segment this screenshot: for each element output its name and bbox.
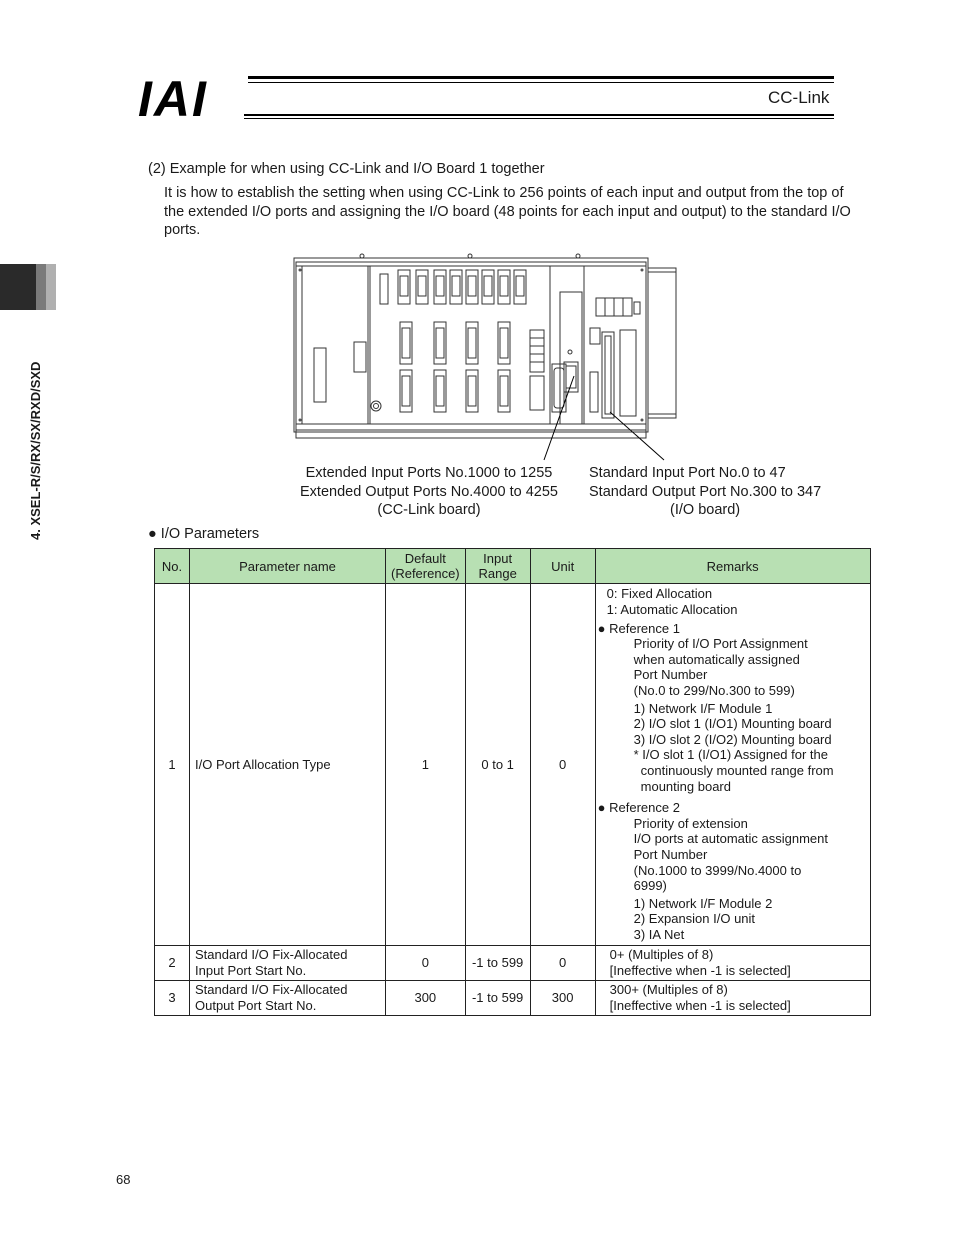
cell-line: Standard I/O Fix-Allocated [195, 982, 348, 998]
remarks-line: [Ineffective when -1 is selected] [609, 998, 791, 1013]
remarks-bullet: ● Reference 2 [597, 800, 680, 816]
cell-default: 1 [386, 584, 466, 946]
cell-remarks [595, 584, 870, 946]
remarks-line: Port Number [633, 667, 708, 683]
chapter-tab-marker [46, 264, 56, 310]
io-board-caption [589, 464, 821, 520]
remarks-line: (No.1000 to 3999/No.4000 to [633, 862, 802, 878]
remarks-line: 300+ (Multiples of 8) [609, 982, 728, 998]
cell-remarks [595, 981, 870, 1016]
header-line: Range [478, 566, 517, 581]
remarks-line: (No.0 to 299/No.300 to 599) [633, 683, 795, 699]
header-line: Default [404, 551, 446, 566]
remarks-line: Port Number [633, 846, 708, 862]
column-header-unit: Unit [530, 549, 595, 584]
cell-unit: 300 [530, 981, 595, 1016]
cell-input-range: -1 to 599 [465, 981, 530, 1016]
cell-line: Standard I/O Fix-Allocated [195, 947, 348, 963]
column-header-input-range [465, 549, 530, 584]
cell-no: 1 [155, 584, 190, 946]
remarks-line: * I/O slot 1 (I/O1) Assigned for the [633, 747, 829, 763]
column-header-parameter-name: Parameter name [190, 549, 386, 584]
remarks-line: 1: Automatic Allocation [606, 602, 738, 618]
table-header-row [155, 549, 871, 584]
column-header-no: No. [155, 549, 190, 584]
cell-remarks [595, 946, 870, 981]
column-header-remarks: Remarks [595, 549, 870, 584]
caption-line: Extended Output Ports No.4000 to 4255 [300, 483, 558, 500]
cell-default: 300 [386, 981, 466, 1016]
remarks-line: 1) Network I/F Module 1 [633, 700, 773, 716]
remarks-bullet: ● Reference 1 [597, 620, 680, 636]
cell-input-range: -1 to 599 [465, 946, 530, 981]
cell-line: Input Port Start No. [195, 963, 307, 978]
cell-no: 3 [155, 981, 190, 1016]
caption-line: (I/O board) [670, 502, 741, 518]
table-row [155, 584, 871, 946]
cell-unit: 0 [530, 584, 595, 946]
cell-input-range: 0 to 1 [465, 584, 530, 946]
remarks-line: I/O ports at automatic assignment [633, 831, 829, 847]
remarks-line: 0: Fixed Allocation [606, 586, 713, 602]
cell-unit: 0 [530, 946, 595, 981]
io-parameters-title: ● I/O Parameters [148, 526, 260, 542]
chapter-tab-marker [0, 264, 36, 310]
io-parameters-table [154, 548, 871, 1016]
cc-link-board-caption [300, 464, 558, 520]
cell-no: 2 [155, 946, 190, 981]
header-rule [248, 82, 834, 83]
controller-diagram [290, 252, 710, 464]
remarks-line: 6999) [633, 878, 667, 894]
remarks-line: [Ineffective when -1 is selected] [609, 963, 791, 978]
header-rule [244, 118, 834, 119]
chapter-tab-marker [36, 264, 46, 310]
header-line: Input [483, 551, 513, 566]
remarks-line: 3) I/O slot 2 (I/O2) Mounting board [633, 731, 832, 747]
remarks-line: 3) IA Net [633, 926, 685, 942]
chapter-label: 4. XSEL-R/S/RX/SX/RXD/SXD [28, 361, 43, 540]
table-row [155, 981, 871, 1016]
column-header-default [386, 549, 466, 584]
cell-parameter-name [190, 946, 386, 981]
caption-line: Standard Output Port No.300 to 347 [589, 483, 822, 500]
remarks-line: 1) Network I/F Module 2 [633, 895, 773, 911]
example-paragraph: It is how to establish the setting when using CC-Link to 256 points of each input and output from the top of the extended I/O ports and assigning the I/O board (48 points for each input and output) to the standard I/O ports. [164, 185, 851, 238]
remarks-line: Priority of I/O Port Assignment [633, 636, 808, 652]
caption-line: Standard Input Port No.0 to 47 [589, 465, 786, 481]
section-title: CC-Link [768, 88, 830, 107]
remarks-line: Priority of extension [633, 815, 748, 831]
caption-line: Extended Input Ports No.1000 to 1255 [305, 465, 553, 481]
caption-line: (CC-Link board) [377, 502, 481, 518]
header-rule [244, 114, 834, 116]
cell-default: 0 [386, 946, 466, 981]
remarks-line: when automatically assigned [633, 651, 800, 667]
remarks-line: 2) I/O slot 1 (I/O1) Mounting board [633, 716, 832, 732]
cell-line: Output Port Start No. [195, 998, 317, 1013]
page-number: 68 [116, 1172, 131, 1187]
remarks-line: 0+ (Multiples of 8) [609, 947, 714, 963]
iai-logo: IAI [138, 71, 208, 127]
example-heading: (2) Example for when using CC-Link and I/O Board 1 together [148, 161, 545, 177]
table-row [155, 946, 871, 981]
header-line: (Reference) [391, 566, 460, 581]
header-rule [248, 76, 834, 79]
cell-parameter-name: I/O Port Allocation Type [190, 584, 386, 946]
cell-parameter-name [190, 981, 386, 1016]
remarks-line: mounting board [640, 778, 731, 794]
remarks-line: 2) Expansion I/O unit [633, 911, 756, 927]
remarks-line: continuously mounted range from [640, 763, 834, 778]
